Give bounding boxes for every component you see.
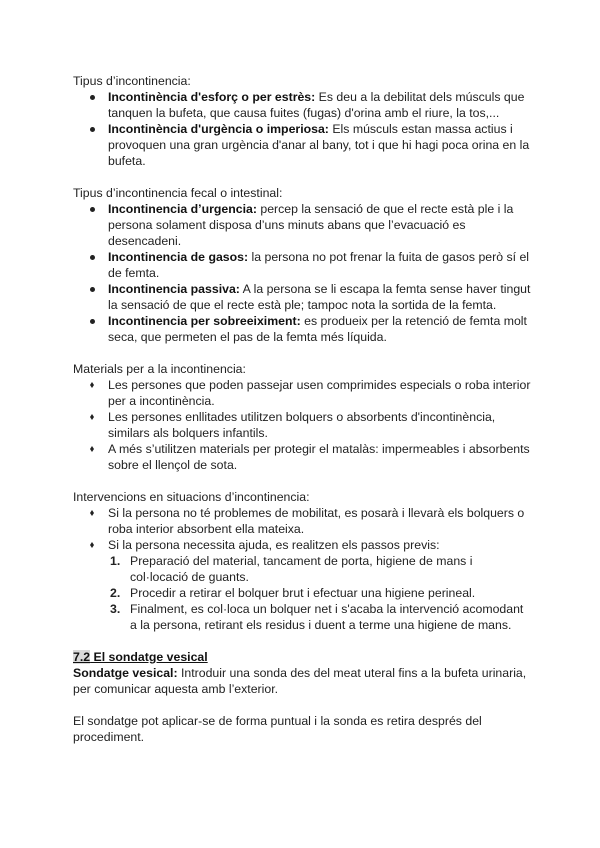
description: Les persones que poden passejar usen comprimides especials o roba interior per a incontinència. bbox=[108, 378, 531, 408]
urinary-incontinence-section bbox=[73, 73, 533, 169]
bullet-list bbox=[73, 201, 533, 345]
step-text: Finalment, es col·loca un bolquer net i s'acaba la intervenció acomodant a la persona, retirant els residus i duent a terme una higiene de mans. bbox=[130, 602, 524, 632]
bullet-icon bbox=[90, 255, 95, 260]
list-item bbox=[73, 89, 533, 121]
list-item bbox=[73, 249, 533, 281]
document-page bbox=[73, 73, 533, 745]
description: A més s’utilitzen materials per protegir el matalàs: impermeables i absorbents sobre el llençol de sota. bbox=[108, 442, 530, 472]
sondatge-section bbox=[73, 649, 533, 697]
description: A la persona se li escapa la femta sense haver tingut la sensació de que el recte està ple; tampoc nota la sortida de la femta. bbox=[108, 282, 531, 312]
term: Incontinencia per sobreeiximent: bbox=[108, 314, 301, 328]
diamond-bullet-icon bbox=[90, 542, 94, 548]
step-text: Procedir a retirar el bolquer brut i efectuar una higiene perineal. bbox=[130, 586, 476, 600]
list-item bbox=[73, 201, 533, 249]
bullet-list bbox=[73, 377, 533, 473]
description: Es deu a la debilitat dels músculs que tanquen la bufeta, que causa fuites (fugas) d'orina amb el riure, la tos,... bbox=[108, 90, 525, 120]
term: Incontinència d'esforç o per estrès: bbox=[108, 90, 316, 104]
section-title: Intervencions en situacions d’incontinencia: bbox=[73, 490, 310, 504]
bullet-icon bbox=[90, 127, 95, 132]
list-item bbox=[73, 313, 533, 345]
paragraph: El sondatge pot aplicar-se de forma puntual i la sonda es retira després del procediment. bbox=[73, 714, 482, 744]
section-title: Tipus d’incontinencia: bbox=[73, 74, 191, 88]
term: Sondatge vesical: bbox=[73, 666, 178, 680]
numbered-item bbox=[73, 585, 533, 601]
list-item bbox=[73, 505, 533, 537]
diamond-bullet-icon bbox=[90, 382, 94, 388]
term: Incontinencia passiva: bbox=[108, 282, 240, 296]
list-item bbox=[73, 537, 533, 553]
description: Introduir una sonda des del meat uteral fins a la bufeta urinaria, per comunicar aquesta amb l’exterior. bbox=[73, 666, 527, 696]
list-item bbox=[73, 409, 533, 441]
list-item bbox=[73, 121, 533, 169]
diamond-bullet-icon bbox=[90, 446, 94, 452]
diamond-bullet-icon bbox=[90, 414, 94, 420]
section-title: Tipus d’incontinencia fecal o intestinal: bbox=[73, 186, 283, 200]
interventions-section bbox=[73, 489, 533, 633]
numbered-item bbox=[73, 553, 533, 585]
numbered-list bbox=[73, 553, 533, 633]
term: Incontinència d'urgència o imperiosa: bbox=[108, 122, 329, 136]
description: Si la persona no té problemes de mobilitat, es posarà i llevarà els bolquers o roba interior absorbent ella mateixa. bbox=[108, 506, 525, 536]
heading-number: 7.2 bbox=[73, 650, 91, 664]
definition bbox=[73, 665, 533, 697]
description: es produeix per la retenció de femta molt seca, que permeten el pas de la femta més líquida. bbox=[108, 314, 527, 344]
bullet-icon bbox=[90, 95, 95, 100]
materials-section bbox=[73, 361, 533, 473]
description: Les persones enllitades utilitzen bolquers o absorbents d'incontinència, similars als bolquers infantils. bbox=[108, 410, 496, 440]
list-item bbox=[73, 377, 533, 409]
bullet-icon bbox=[90, 319, 95, 324]
step-text: Preparació del material, tancament de porta, higiene de mans i col·locació de guants. bbox=[130, 554, 473, 584]
diamond-bullet-icon bbox=[90, 510, 94, 516]
step-number: 3. bbox=[110, 602, 121, 616]
section-title: Materials per a la incontinencia: bbox=[73, 362, 246, 376]
heading-text: El sondatge vesical bbox=[90, 650, 208, 664]
fecal-incontinence-section bbox=[73, 185, 533, 345]
bullet-icon bbox=[90, 287, 95, 292]
term: Incontinencia d’urgencia: bbox=[108, 202, 257, 216]
description: percep la sensació de que el recte està ple i la persona solament disposa d’uns minuts abans que l’evacuació es desencadeni. bbox=[108, 202, 514, 248]
bullet-list bbox=[73, 505, 533, 553]
section-heading bbox=[73, 649, 533, 665]
bullet-icon bbox=[90, 207, 95, 212]
step-number: 2. bbox=[110, 586, 121, 600]
description: Els músculs estan massa actius i provoquen una gran urgència d'anar al bany, tot i que hi hagi poca orina en la bufeta. bbox=[108, 122, 530, 168]
step-number: 1. bbox=[110, 554, 121, 568]
list-item bbox=[73, 281, 533, 313]
description: Si la persona necessita ajuda, es realitzen els passos previs: bbox=[108, 538, 440, 552]
list-item bbox=[73, 441, 533, 473]
bullet-list bbox=[73, 89, 533, 169]
description: la persona no pot frenar la fuita de gasos però sí el de femta. bbox=[108, 250, 530, 280]
numbered-item bbox=[73, 601, 533, 633]
term: Incontinencia de gasos: bbox=[108, 250, 249, 264]
